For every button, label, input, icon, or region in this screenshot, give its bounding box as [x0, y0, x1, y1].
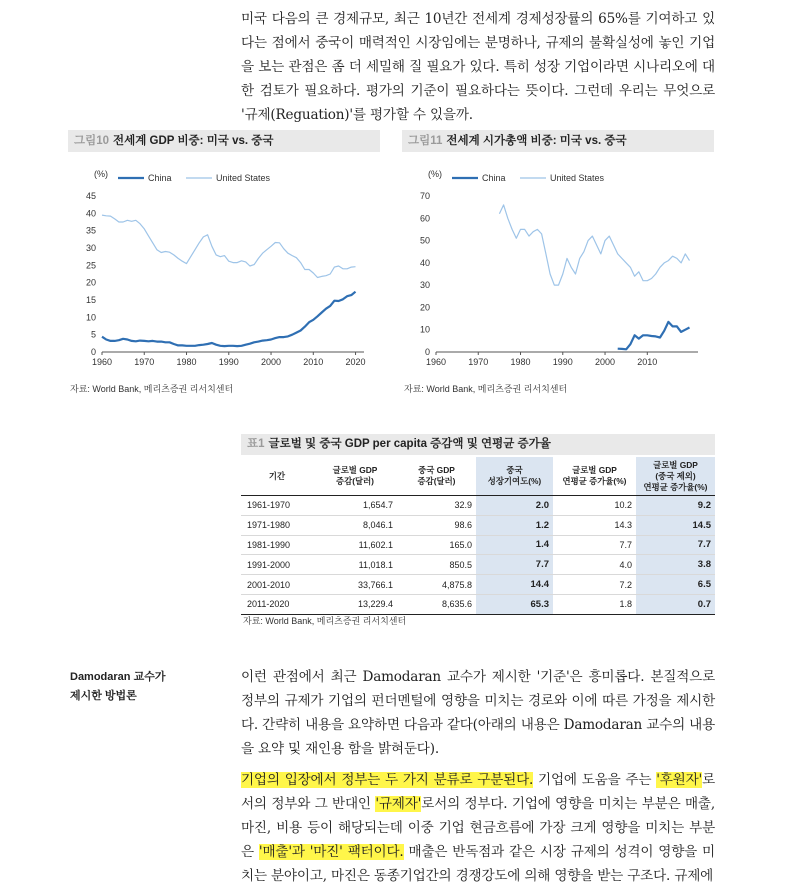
side-note-line: Damodaran 교수가: [70, 671, 166, 683]
intro-paragraph: 미국 다음의 큰 경제규모, 최근 10년간 전세계 경제성장률의 65%를 기여하고 있다는 점에서 중국이 매력적인 시장임에는 분명하나, 규제의 불확실성에 놓인 기업을 보는 관점은 좀 더 세밀해 질 필요가 있다. 특히 성장 기업이라면 시나리오에 대한 검토가 필요하다. 평가의 기준이 필요하다는 뜻이다. 그런데 우리는 무엇으로 '규제(Reguation)'를 평가할 수 있을까.: [241, 11, 715, 123]
table1-cell: 1.4: [476, 535, 553, 555]
table-row: [241, 555, 715, 575]
table1-number: 표1: [247, 438, 265, 450]
table1-cell: 165.0: [397, 535, 476, 555]
table1-column-header: 글로벌 GDP (중국 제외) 연평균 증가율(%): [636, 457, 715, 496]
table1-cell: 3.8: [636, 555, 715, 575]
series-line-united-states: [499, 205, 689, 285]
table-row: [241, 496, 715, 516]
table-row: [241, 535, 715, 555]
table1-cell: 2001-2010: [241, 575, 313, 595]
y-tick-label: 40: [419, 257, 430, 268]
table1-cell: 850.5: [397, 555, 476, 575]
figure11-title: 전세계 시가총액 비중: 미국 vs. 중국: [446, 135, 627, 147]
table1-title: 글로벌 및 중국 GDP per capita 증감액 및 연평균 증가율: [268, 438, 551, 450]
paragraph-text: 로서의 정부와 그 반대인: [241, 772, 715, 812]
table-row: [241, 594, 715, 614]
table1-body: [241, 496, 715, 615]
table1-cell: 33,766.1: [313, 575, 397, 595]
table1-cell: 2011-2020: [241, 594, 313, 614]
y-tick-label: 70: [419, 191, 430, 201]
chart-unit-label: (%): [428, 169, 442, 179]
table1-cell: 14.4: [476, 575, 553, 595]
table1-cell: 1.8: [553, 594, 636, 614]
table1-cell: 4,875.8: [397, 575, 476, 595]
figure11-number: 그림11: [408, 135, 443, 147]
x-tick-label: 1960: [425, 357, 447, 367]
table1-cell: 6.5: [636, 575, 715, 595]
y-tick-label: 40: [85, 208, 96, 219]
series-line-united-states: [102, 215, 356, 277]
table1-column-header: 글로벌 GDP 증감(달러): [313, 457, 397, 496]
x-tick-label: 1980: [510, 357, 531, 367]
highlight-text: '매출'과 '마진' 팩터이다.: [258, 844, 404, 860]
table1-cell: 32.9: [397, 496, 476, 516]
y-tick-label: 35: [85, 225, 96, 236]
table1-source: 자료: World Bank, 메리츠증권 리서치센터: [243, 616, 407, 626]
y-tick-label: 15: [85, 295, 96, 305]
table1-cell: 98.6: [397, 515, 476, 535]
table1-cell: 1.2: [476, 515, 553, 535]
table1-cell: 0.7: [636, 594, 715, 614]
legend-entry: United States: [550, 173, 605, 183]
figure10-chart: [68, 160, 380, 375]
table1-cell: 14.5: [636, 515, 715, 535]
figure10-header: [68, 130, 380, 152]
table1-cell: 1981-1990: [241, 535, 313, 555]
x-tick-label: 1970: [468, 357, 489, 367]
x-tick-label: 1990: [552, 357, 573, 367]
paragraph-text: 로서의 정부다. 기업에 영향을 미치는 부분은 매출, 마진, 비용 등이 해당되는데 이중 기업 현금흐름에 가장 크게 영향을 미치는 부분은: [241, 796, 715, 860]
table1-cell: 7.7: [553, 535, 636, 555]
table1-column-header: 기간: [241, 457, 313, 496]
y-tick-label: 60: [419, 213, 430, 224]
legend-entry: China: [148, 173, 172, 183]
highlight-text: 기업의 입장에서 정부는 두 가지 분류로 구분된다.: [241, 772, 534, 788]
table1-cell: 7.7: [476, 555, 553, 575]
y-tick-label: 0: [424, 347, 430, 357]
table1-cell: 14.3: [553, 515, 636, 535]
table1-cell: 1971-1980: [241, 515, 313, 535]
y-tick-label: 20: [85, 277, 96, 288]
table1-column-header: 중국 성장기여도(%): [476, 457, 553, 496]
x-tick-label: 1980: [176, 357, 197, 367]
x-tick-label: 2020: [345, 357, 366, 367]
table1-cell: 9.2: [636, 496, 715, 516]
side-note-line: 제시한 방법론: [70, 690, 137, 702]
y-tick-label: 20: [419, 302, 430, 313]
y-tick-label: 10: [419, 324, 430, 335]
table1-cell: 8,635.6: [397, 594, 476, 614]
y-tick-label: 45: [85, 191, 96, 201]
series-line-china: [618, 322, 690, 349]
legend-entry: United States: [216, 173, 271, 183]
table1-cell: 65.3: [476, 594, 553, 614]
y-tick-label: 0: [90, 347, 96, 357]
x-tick-label: 2010: [637, 357, 658, 367]
x-tick-label: 1990: [218, 357, 239, 367]
y-tick-label: 5: [90, 329, 96, 340]
table-row: [241, 515, 715, 535]
table1-cell: 13,229.4: [313, 594, 397, 614]
highlight-text: '규제자': [375, 796, 422, 812]
x-tick-label: 2000: [595, 357, 616, 367]
y-tick-label: 25: [85, 260, 96, 271]
table1: [241, 457, 715, 615]
side-note: [70, 668, 165, 706]
paragraph-text: 매출은 반독점과 같은 시장 규제의 성격이 영향을 미치는 분야이고, 마진은 동종기업간의 경쟁강도에 의해 영향을 받는 구조다. 규제에: [241, 844, 715, 884]
table1-column-header: 글로벌 GDP 연평균 증가율(%): [553, 457, 636, 496]
paragraph-text: 기업에 도움을 주는: [533, 772, 657, 788]
x-tick-label: 2010: [303, 357, 324, 367]
series-line-china: [102, 292, 356, 346]
table1-cell: 11,602.1: [313, 535, 397, 555]
last-paragraph: [241, 768, 715, 888]
y-tick-label: 30: [85, 243, 96, 253]
table1-cell: 1,654.7: [313, 496, 397, 516]
figure11-source: 자료: World Bank, 메리츠증권 리서치센터: [404, 384, 568, 394]
table1-cell: 8,046.1: [313, 515, 397, 535]
table1-cell: 2.0: [476, 496, 553, 516]
y-tick-label: 10: [85, 312, 96, 323]
table-row: [241, 575, 715, 595]
x-tick-label: 1970: [134, 357, 155, 367]
table1-cell: 7.7: [636, 535, 715, 555]
body-paragraph: 이런 관점에서 최근 Damodaran 교수가 제시한 '기준'은 흥미롭다. 본질적으로 정부의 규제가 기업의 펀더멘털에 영향을 미치는 경로와 이에 따른 가정을 제시한다. 간략히 내용을 요약하면 다음과 같다(아래의 내용은 Damodaran 교수의 내용을 요약 및 재인용 함을 밝혀둔다).: [241, 669, 715, 757]
figure10-source: 자료: World Bank, 메리츠증권 리서치센터: [70, 384, 234, 394]
table1-cell: 4.0: [553, 555, 636, 575]
table1-cell: 10.2: [553, 496, 636, 516]
figure10-number: 그림10: [74, 135, 110, 147]
x-tick-label: 1960: [91, 357, 113, 367]
table1-cell: 11,018.1: [313, 555, 397, 575]
table1-header-row: [241, 457, 715, 496]
table1-header: [241, 434, 715, 455]
legend-entry: China: [482, 173, 506, 183]
chart-unit-label: (%): [94, 169, 108, 179]
highlight-text: '후원자': [656, 772, 703, 788]
y-tick-label: 50: [419, 235, 430, 246]
table1-column-header: 중국 GDP 증감(달러): [397, 457, 476, 496]
table1-cell: 1961-1970: [241, 496, 313, 516]
figure11-chart: [402, 160, 714, 375]
table1-cell: 1991-2000: [241, 555, 313, 575]
figure10-title: 전세계 GDP 비중: 미국 vs. 중국: [113, 135, 274, 147]
table1-cell: 7.2: [553, 575, 636, 595]
figure11-header: [402, 130, 714, 152]
y-tick-label: 30: [419, 280, 430, 291]
x-tick-label: 2000: [261, 357, 282, 367]
